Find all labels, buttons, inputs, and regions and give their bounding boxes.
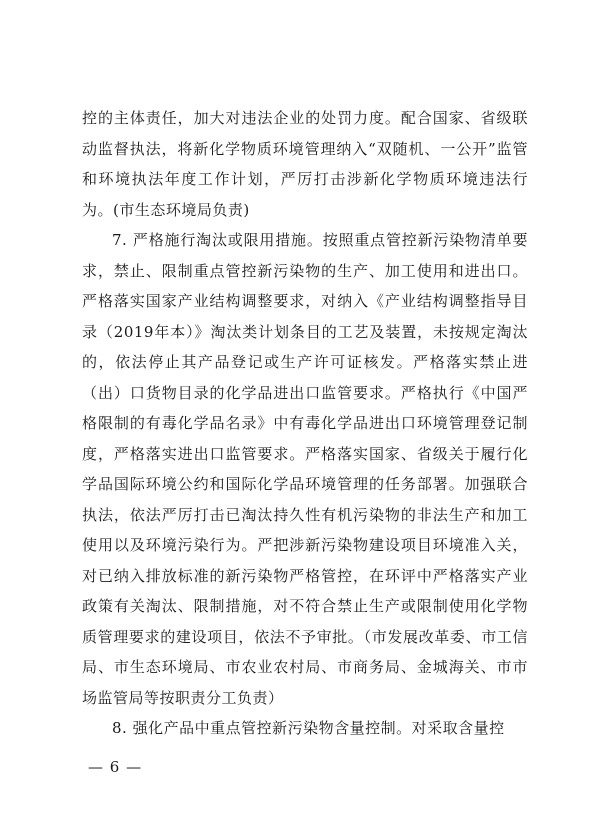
- paragraph-continuation: 控的主体责任，加大对违法企业的处罚力度。配合国家、省级联动监督执法，将新化学物质环境管理纳入“双随机、一公开”监管和环境执法年度工作计划，严厉打击涉新化学物质环境违法行为。(市生态环境局负责): [82, 109, 528, 219]
- paragraph-item-8: 8. 强化产品中重点管控新污染物含量控制。对采取含量控: [112, 719, 505, 737]
- body-text: [82, 103, 528, 744]
- page-number: — 6 —: [88, 758, 143, 776]
- paragraph-item-7: 7. 严格施行淘汰或限用措施。按照重点管控新污染物清单要求，禁止、限制重点管控新污染物的生产、加工使用和进出口。严格落实国家产业结构调整要求，对纳入《产业结构调整指导目录（2019年本）》淘汰类计划条目的工艺及装置，未按规定淘汰的，依法停止其产品登记或生产许可证核发。严格落实禁止进（出）口货物目录的化学品进出口监管要求。严格执行《中国严格限制的有毒化学品名录》中有毒化学品进出口环境管理登记制度，严格落实进出口监管要求。严格落实国家、省级关于履行化学品国际环境公约和国际化学品环境管理的任务部署。加强联合执法，依法严厉打击已淘汰持久性有机污染物的非法生产和加工使用以及环境污染行为。严把涉新污染物建设项目环境准入关，对已纳入排放标准的新污染物严格管控，在环评中严格落实产业政策有关淘汰、限制措施，对不符合禁止生产或限制使用化学物质管理要求的建设项目，依法不予审批。（市发展改革委、市工信局、市生态环境局、市农业农村局、市商务局、金城海关、市市场监管局等按职责分工负责）: [82, 231, 528, 707]
